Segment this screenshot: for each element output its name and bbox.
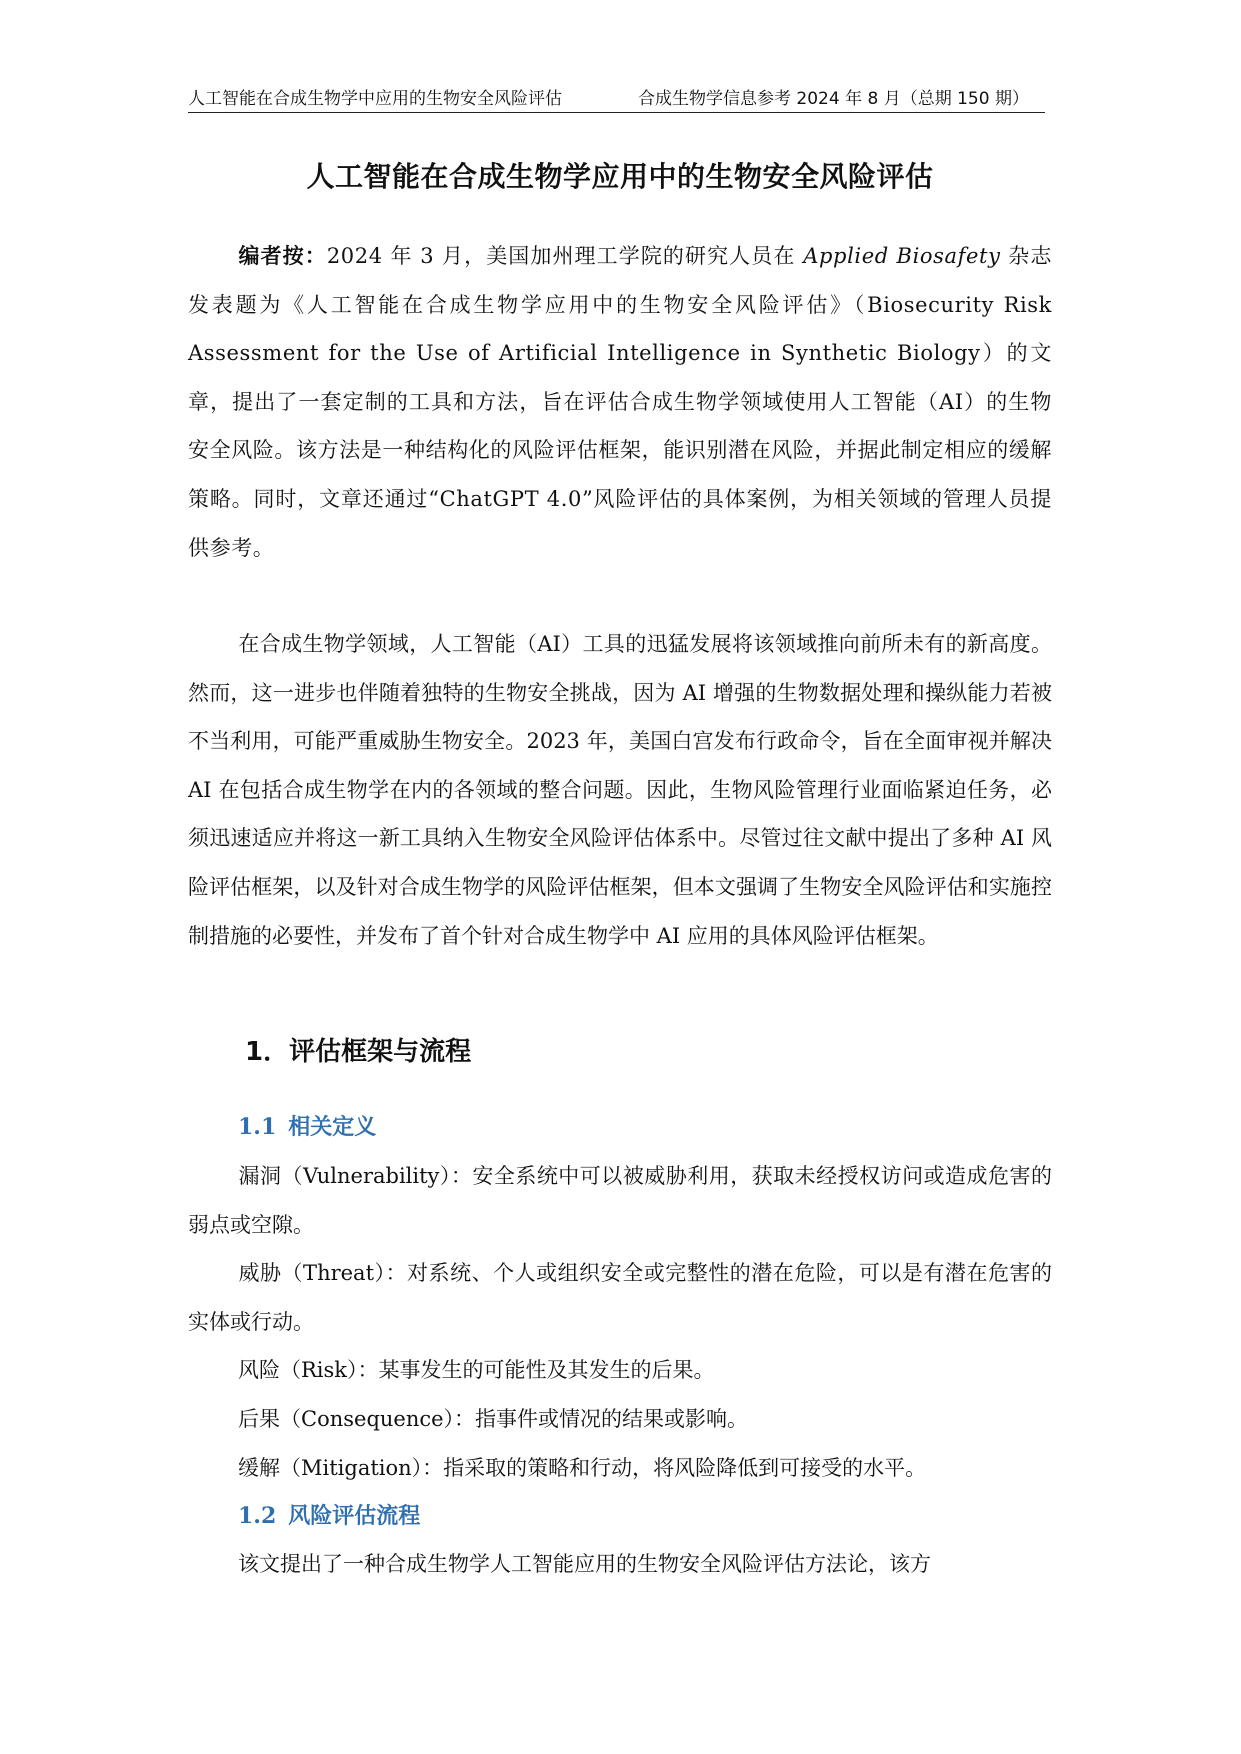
- subsection-heading-1-2: [238, 1494, 420, 1538]
- subsection-title: 相关定义: [288, 1114, 377, 1140]
- method-paragraph-text: 该文提出了一种合成生物学人工智能应用的生物安全风险评估方法论，该方: [238, 1552, 931, 1576]
- intro-paragraph: [188, 620, 1052, 960]
- definition-item: 漏洞（Vulnerability）：安全系统中可以被威胁利用，获取未经授权访问或造成危害的弱点或空隙。: [188, 1164, 1052, 1237]
- editor-note: [188, 232, 1052, 572]
- subsection-title: 风险评估流程: [288, 1503, 421, 1529]
- intro-paragraph-text: 在合成生物学领域，人工智能（AI）工具的迅猛发展将该领域推向前所未有的新高度。然而，这一进步也伴随着独特的生物安全挑战，因为 AI 增强的生物数据处理和操纵能力若被不当利用，可能严重威胁生物安全。2023 年，美国白宫发布行政命令，旨在全面审视并解决 AI 在包括合成生物学在内的各领域的整合问题。因此，生物风险管理行业面临紧迫任务，必须迅速适应并将这一新工具纳入生物安全风险评估体系中。尽管过往文献中提出了多种 AI 风险评估框架，以及针对合成生物学的风险评估框架，但本文强调了生物安全风险评估和实施控制措施的必要性，并发布了首个针对合成生物学中 AI 应用的具体风险评估框架。: [188, 632, 1052, 948]
- subsection-number: 1.1: [238, 1114, 277, 1140]
- page-title: 人工智能在合成生物学应用中的生物安全风险评估: [306, 160, 934, 193]
- definitions-list: [188, 1152, 1052, 1492]
- method-paragraph: [188, 1540, 1052, 1589]
- header-left-title: 人工智能在合成生物学中应用的生物安全风险评估: [188, 89, 562, 109]
- header-right-issue: 合成生物学信息参考 2024 年 8 月（总期 150 期）: [638, 89, 1029, 109]
- subsection-heading-1-1: [238, 1105, 376, 1149]
- journal-name: Applied Biosafety: [803, 244, 1001, 268]
- definition-item: 缓解（Mitigation）：指采取的策略和行动，将风险降低到可接受的水平。: [238, 1455, 927, 1480]
- editor-note-label: 编者按：: [238, 243, 327, 268]
- editor-note-text-1: 2024 年 3 月，美国加州理工学院的研究人员在: [326, 244, 804, 268]
- section-heading-1: 1．评估框架与流程: [245, 1037, 472, 1067]
- definition-item: 后果（Consequence）：指事件或情况的结果或影响。: [238, 1406, 749, 1431]
- subsection-number: 1.2: [238, 1503, 277, 1529]
- editor-note-text-2: 杂志发表题为《人工智能在合成生物学应用中的生物安全风险评估》（Biosecurity Risk Assessment for the Use of Artificial Intelligence in Synthetic Biology）的文章，提出了一套定制的工具和方法，旨在评估合成生物学领域使用人工智能（AI）的生物安全风险。该方法是一种结构化的风险评估框架，能识别潜在风险，并据此制定相应的缓解策略。同时，文章还通过“ChatGPT 4.0”风险评估的具体案例，为相关领域的管理人员提供参考。: [188, 244, 1052, 560]
- definition-item: 风险（Risk）：某事发生的可能性及其发生的后果。: [238, 1358, 715, 1383]
- definition-item: 威胁（Threat）：对系统、个人或组织安全或完整性的潜在危险，可以是有潜在危害的实体或行动。: [188, 1261, 1052, 1334]
- running-header: [188, 86, 1045, 113]
